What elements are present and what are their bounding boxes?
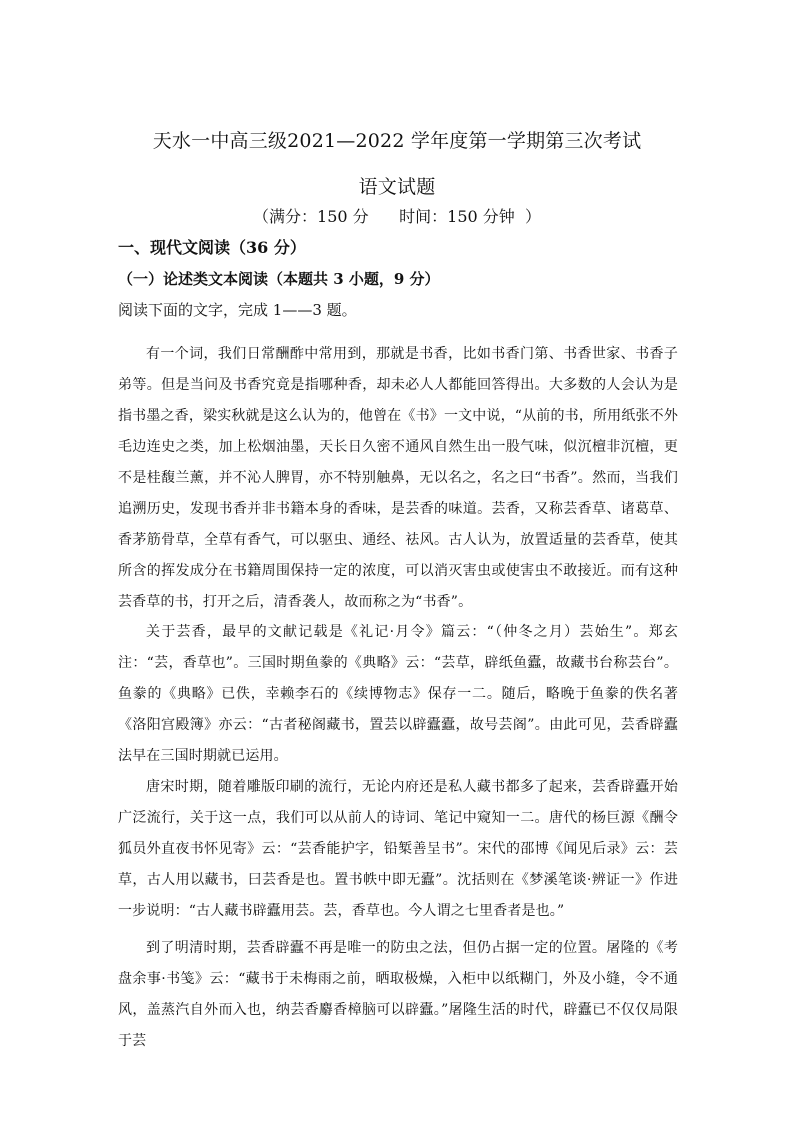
reading-instruction: 阅读下面的文字，完成 1——3 题。 xyxy=(118,301,357,319)
passage-paragraph-1: 有一个词，我们日常酬酢中常用到，那就是书香，比如书香门第、书香世家、书香子弟等。但是当问及书香究竟是指哪种香，却未必人人都能回答得出。大多数的人会认为是指书墨之香，梁实秋就是这么认为的，他曾在《书》一文中说，“从前的书，所用纸张不外毛边连史之类，加上松烟油墨，天长日久密不通风自然生出一股气味，似沉檀非沉檀，更不是桂馥兰薰，并不沁人脾胃，亦不特别触鼻，无以名之，名之曰“书香”。然而，当我们追溯历史，发现书香并非书籍本身的香味，是芸香的味道。芸香，又称芸香草、诸葛草、香茅筋骨草，全草有香气，可以驱虫、通经、祛风。古人认为，放置适量的芸香草，使其所含的挥发成分在书籍周围保持一定的浓度，可以消灭害虫或使害虫不敢接近。而有这种芸香草的书，打开之后，清香袭人，故而称之为“书香”。 xyxy=(118,346,678,610)
exam-title: 天水一中高三级2021—2022 学年度第一学期第三次考试 xyxy=(152,130,642,152)
exam-info: （满分：150 分 时间：150 分钟 ） xyxy=(253,207,541,226)
subject-title: 语文试题 xyxy=(358,176,436,198)
passage-paragraph-3: 唐宋时期，随着雕版印刷的流行，无论内府还是私人藏书都多了起来，芸香辟蠹开始广泛流行，关于这一点，我们可以从前人的诗词、笔记中窥知一二。唐代的杨巨源《酬令狐员外直夜书怀见寄》云：“芸香能护字，铅椠善呈书”。宋代的邵博《闻见后录》云：芸草，古人用以藏书，曰芸香是也。置书帙中即无蠹”。沈括则在《梦溪笔谈·辨证一》作进一步说明：“古人藏书辟蠹用芸。芸，香草也。今人谓之七里香者是也。” xyxy=(118,779,678,919)
section-heading: 一、现代文阅读（36 分） xyxy=(118,238,306,257)
subsection-heading: （一）论述类文本阅读（本题共 3 小题，9 分） xyxy=(118,270,440,288)
passage-paragraph-4: 到了明清时期，芸香辟蠹不再是唯一的防虫之法，但仍占据一定的位置。屠隆的《考盘余事·书笺》云：“藏书于未梅雨之前，晒取极燥，入柜中以纸糊门，外及小缝，令不通风，盖蒸汽自外而入也，纳芸香麝香樟脑可以辟蠹。”屠隆生活的时代，辟蠹已不仅仅局限于芸 xyxy=(118,940,678,1049)
passage-paragraph-2: 关于芸香，最早的文献记载是《礼记·月令》篇云：“（仲冬之月）芸始生”。郑玄注：“芸，香草也”。三国时期鱼豢的《典略》云：“芸草，辟纸鱼蠹，故藏书台称芸台”。鱼豢的《典略》已佚，幸赖李石的《续博物志》保存一二。随后，略晚于鱼豢的佚名著《洛阳宫殿簿》亦云：“古者秘阁藏书，置芸以辟蠹蠹，故号芸阁”。由此可见，芸香辟蠹法早在三国时期就已运用。 xyxy=(118,624,678,764)
